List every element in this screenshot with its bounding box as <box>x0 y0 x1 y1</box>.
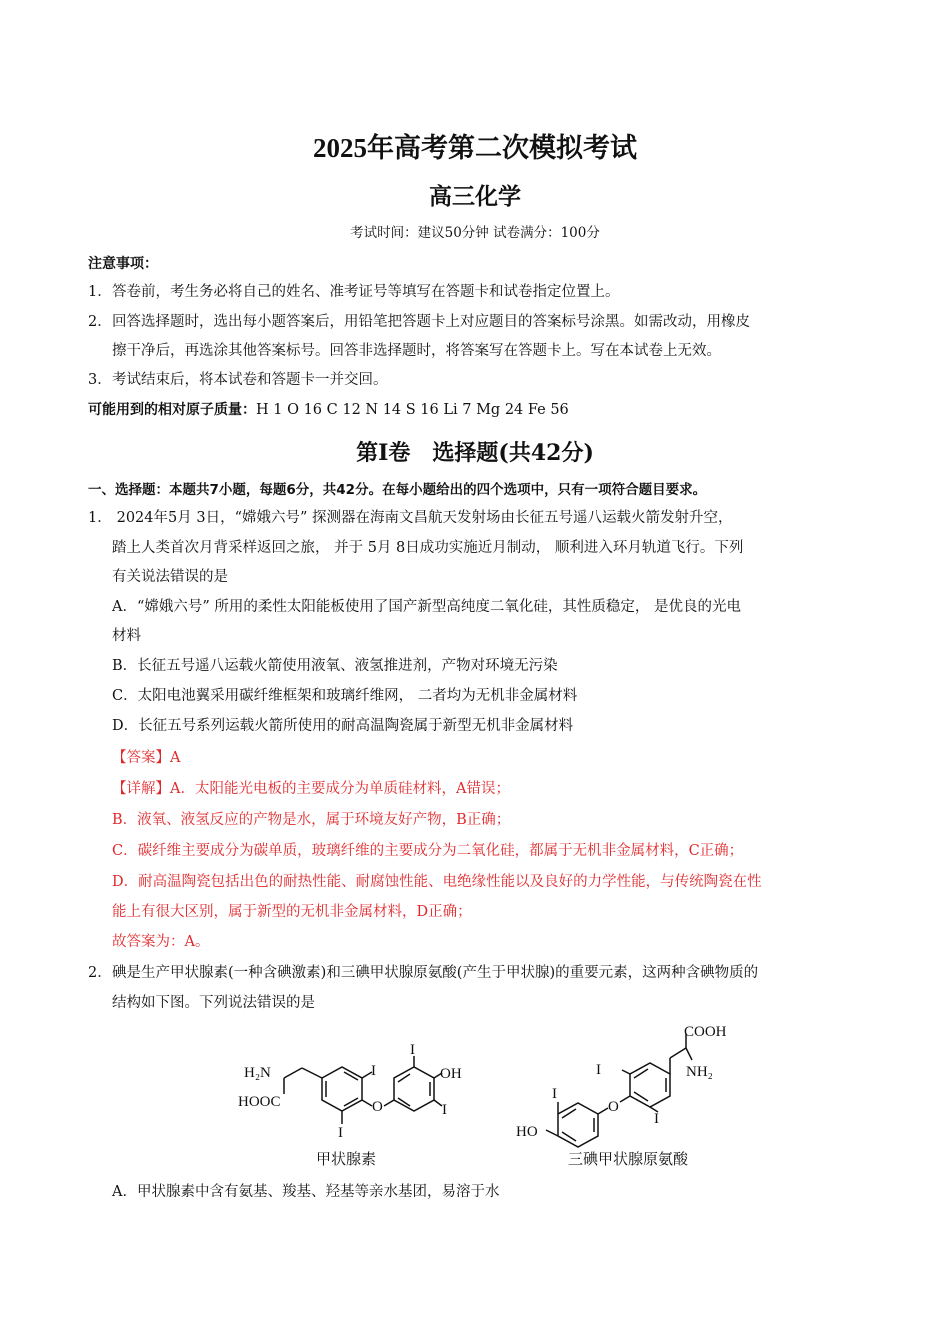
label-i-4: I <box>442 1102 447 1118</box>
label-oh: OH <box>440 1066 462 1082</box>
notice-heading: 注意事项： <box>88 256 158 272</box>
notice-item-2-cont: 擦干净后，再选涂其他答案标号。回答非选择题时，将答案写在答题卡上。写在本试卷上无效。 <box>112 343 721 359</box>
atomic-mass-label: 可能用到的相对原子质量： <box>88 402 256 418</box>
label-o-1: O <box>372 1099 383 1115</box>
q1-option-a: A．“嫦娥六号” 所用的柔性太阳能板使用了国产新型高纯度二氧化硅，其性质稳定， 是优良的光电 <box>112 599 742 615</box>
q2-stem-line-2: 结构如下图。下列说法错误的是 <box>112 995 315 1011</box>
atomic-mass-values: H 1 O 16 C 12 N 14 S 16 Li 7 Mg 24 Fe 56 <box>256 402 569 418</box>
atomic-mass-line <box>88 400 868 420</box>
q2-option-a: A．甲状腺素中含有氨基、羧基、羟基等亲水基团，易溶于水 <box>112 1184 500 1200</box>
t3-caption: 三碘甲状腺原氨酸 <box>568 1150 689 1168</box>
exam-info: 考试时间：建议50分钟 试卷满分：100分 <box>350 225 600 241</box>
notice-item-3: 3．考试结束后，将本试卷和答题卡一并交回。 <box>88 372 388 388</box>
label-i-5: I <box>596 1062 601 1078</box>
q1-option-c: C．太阳电池翼采用碳纤维框架和玻璃纤维网， 二者均为无机非金属材料 <box>112 688 578 704</box>
q1-stem-line-1: 1． 2024年5月 3日，“嫦娥六号” 探测器在海南文昌航天发射场由长征五号遥八运载火箭发射升空， <box>88 510 733 526</box>
label-i-6: I <box>654 1111 659 1127</box>
q1-detail-4: D．耐高温陶瓷包括出色的耐热性能、耐腐蚀性能、电绝缘性能以及良好的力学性能，与传统陶瓷在性 <box>112 874 762 890</box>
q1-stem-line-2: 踏上人类首次月背采样返回之旅， 并于 5月 8日成功实施近月制动， 顺利进入环月轨道飞行。下列 <box>112 540 744 556</box>
q1-option-d: D．长征五号系列运载火箭所使用的耐高温陶瓷属于新型无机非金属材料 <box>112 718 574 734</box>
label-o-2: O <box>608 1099 619 1115</box>
label-h2n: H₂N <box>244 1065 271 1081</box>
q1-detail-6: 故答案为：A。 <box>112 934 210 950</box>
section-instruction: 一、选择题：本题共7小题，每题6分，共42分。在每小题给出的四个选项中，只有一项符合题目要求。 <box>88 482 707 498</box>
label-ho: HO <box>516 1124 538 1140</box>
label-i-1: I <box>371 1063 376 1079</box>
q2-stem-line-1: 2．碘是生产甲状腺素(一种含碘激素)和三碘甲状腺原氨酸(产生于甲状腺)的重要元素，这两种含碘物质的 <box>88 965 759 981</box>
label-cooh: COOH <box>684 1024 727 1040</box>
label-nh2: NH₂ <box>686 1064 713 1080</box>
label-i-3: I <box>410 1042 415 1058</box>
q1-detail-1: 【详解】A．太阳能光电板的主要成分为单质硅材料，A错误； <box>112 781 510 797</box>
q1-option-a-cont: 材料 <box>112 628 141 644</box>
notice-item-1: 1．答卷前，考生务必将自己的姓名、准考证号等填写在答题卡和试卷指定位置上。 <box>88 284 620 300</box>
t3-structure <box>546 1034 692 1147</box>
notice-item-2: 2．回答选择题时，选出每小题答案后，用铅笔把答题卡上对应题目的答案标号涂黑。如需改动，用橡皮 <box>88 314 750 330</box>
thyroxine-caption: 甲状腺素 <box>316 1150 377 1168</box>
label-i-2: I <box>338 1125 343 1141</box>
q1-stem-line-3: 有关说法错误的是 <box>112 569 228 585</box>
label-hooc: HOOC <box>238 1094 281 1110</box>
page-title: 2025年高考第二次模拟考试 <box>313 133 637 163</box>
structure-figure <box>230 1020 750 1170</box>
q1-detail-5: 能上有很大区别，属于新型的无机非金属材料，D正确； <box>112 904 472 920</box>
thyroxine-structure <box>284 1056 442 1124</box>
label-i-7: I <box>552 1086 557 1102</box>
page-subtitle: 高三化学 <box>429 184 521 210</box>
q1-detail-2: B．液氧、液氢反应的产物是水，属于环境友好产物，B正确； <box>112 812 511 828</box>
q1-answer: 【答案】A <box>112 750 181 766</box>
section-title: 第I卷 选择题(共42分) <box>356 440 594 466</box>
q1-option-b: B．长征五号遥八运载火箭使用液氧、液氢推进剂，产物对环境无污染 <box>112 658 558 674</box>
q1-detail-3: C．碳纤维主要成分为碳单质，玻璃纤维的主要成分为二氧化硅，都属于无机非金属材料，C正确； <box>112 843 744 859</box>
